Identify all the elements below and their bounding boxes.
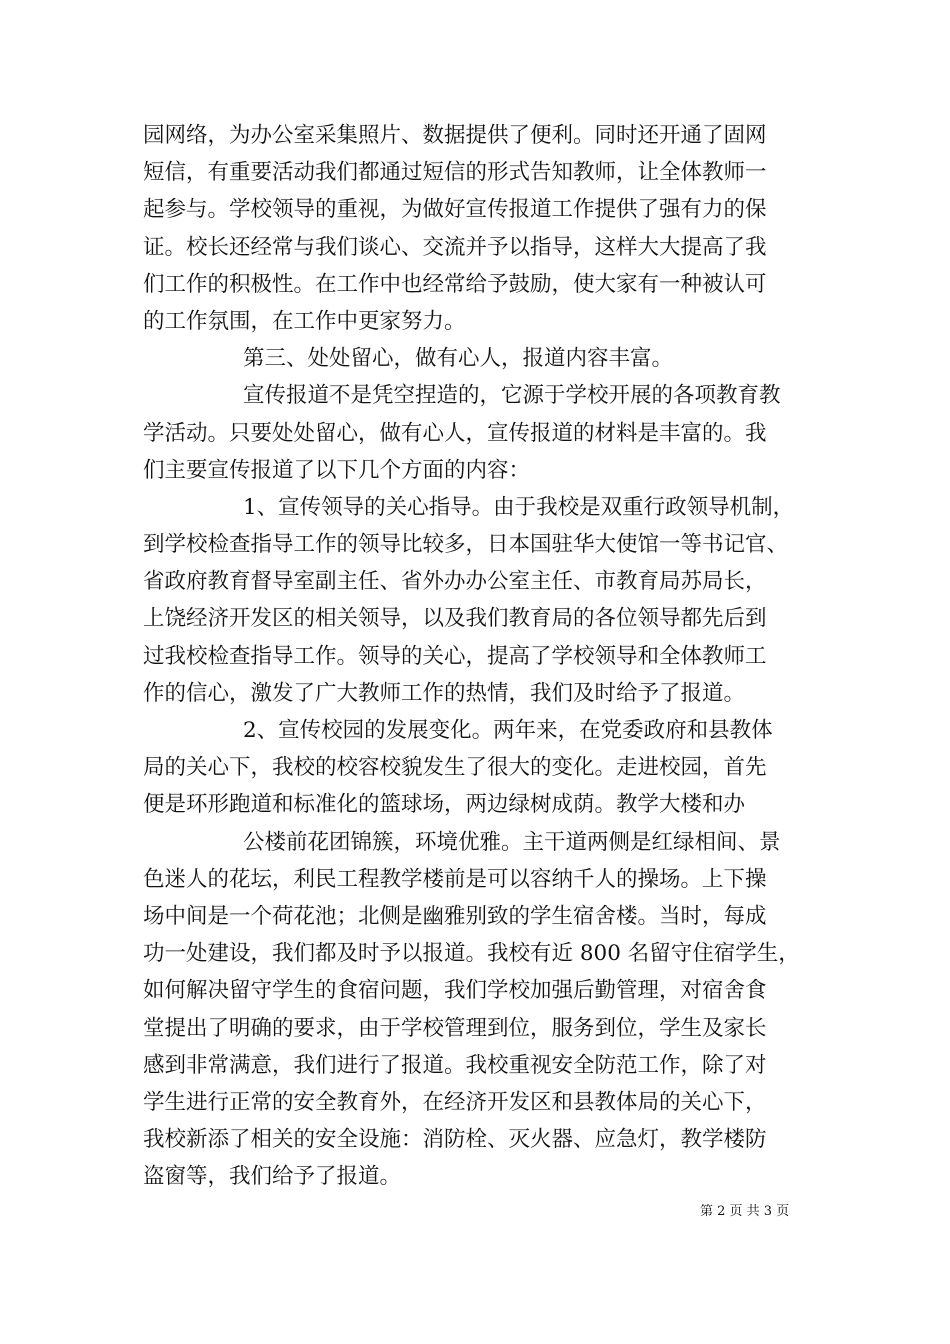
text-line: 园网络，为办公室采集照片、数据提供了便利。同时还开通了固网 [143,123,767,148]
text-line: 2、宣传校园的发展变化。两年来，在党委政府和县教体 [243,718,773,743]
text-line: 公楼前花团锦簇，环境优雅。主干道两侧是红绿相间、景 [243,829,781,855]
text-line: 证。校长还经常与我们谈心、交流并予以指导，这样大大提高了我 [143,234,767,260]
text-line: 们工作的积极性。在工作中也经常给予鼓励，使大家有一种被认可 [143,271,767,297]
text-line: 学活动。只要处处留心，做有心人，宣传报道的材料是丰富的。我 [143,420,767,446]
text-line: 到学校检查指导工作的领导比较多，日本国驻华大使馆一等书记官、 [143,532,789,558]
text-line: 宣传报道不是凭空捏造的，它源于学校开展的各项教育教 [243,383,781,409]
text-line: 省政府教育督导室副主任、省外办办公室主任、市教育局苏局长， [143,569,767,595]
text-line: 如何解决留守学生的食宿问题，我们学校加强后勤管理，对宿舍食 [143,978,767,1004]
section-heading: 第三、处处留心，做有心人，报道内容丰富。 [243,346,674,372]
text-line: 我校新添了相关的安全设施：消防栓、灭火器、应急灯，教学楼防 [143,1127,767,1153]
text-line: 1、宣传领导的关心指导。由于我校是双重行政领导机制， [243,494,795,520]
text-line: 的工作氛围，在工作中更家努力。 [143,308,466,334]
text-line: 局的关心下，我校的校容校貌发生了很大的变化。走进校园，首先 [143,755,767,781]
text-line: 功一处建设，我们都及时予以报道。我校有近 800 名留守住宿学生， [143,941,800,967]
text-line: 们主要宣传报道了以下几个方面的内容： [143,457,531,483]
page-number: 第 2 页 共 3 页 [700,1204,790,1219]
text-line: 感到非常满意，我们进行了报道。我校重视安全防范工作，除了对 [143,1052,767,1078]
text-line: 学生进行正常的安全教育外，在经济开发区和县教体局的关心下， [143,1089,767,1115]
text-line: 便是环形跑道和标准化的篮球场，两边绿树成荫。教学大楼和办 [143,792,746,818]
text-line: 色迷人的花坛，利民工程教学楼前是可以容纳千人的操场。上下操 [143,866,767,892]
text-line: 短信，有重要活动我们都通过短信的形式告知教师，让全体教师一 [143,160,767,186]
text-line: 场中间是一个荷花池；北侧是幽雅别致的学生宿舍楼。当时，每成 [143,903,767,929]
text-line: 过我校检查指导工作。领导的关心，提高了学校领导和全体教师工 [143,643,767,669]
text-line: 盗窗等，我们给予了报道。 [143,1164,402,1190]
text-line: 上饶经济开发区的相关领导，以及我们教育局的各位领导都先后到 [143,606,767,632]
text-line: 堂提出了明确的要求，由于学校管理到位，服务到位，学生及家长 [143,1015,767,1041]
text-line: 作的信心，激发了广大教师工作的热情，我们及时给予了报道。 [143,680,746,706]
text-line: 起参与。学校领导的重视，为做好宣传报道工作提供了强有力的保 [143,197,767,223]
document-body [143,117,813,1195]
